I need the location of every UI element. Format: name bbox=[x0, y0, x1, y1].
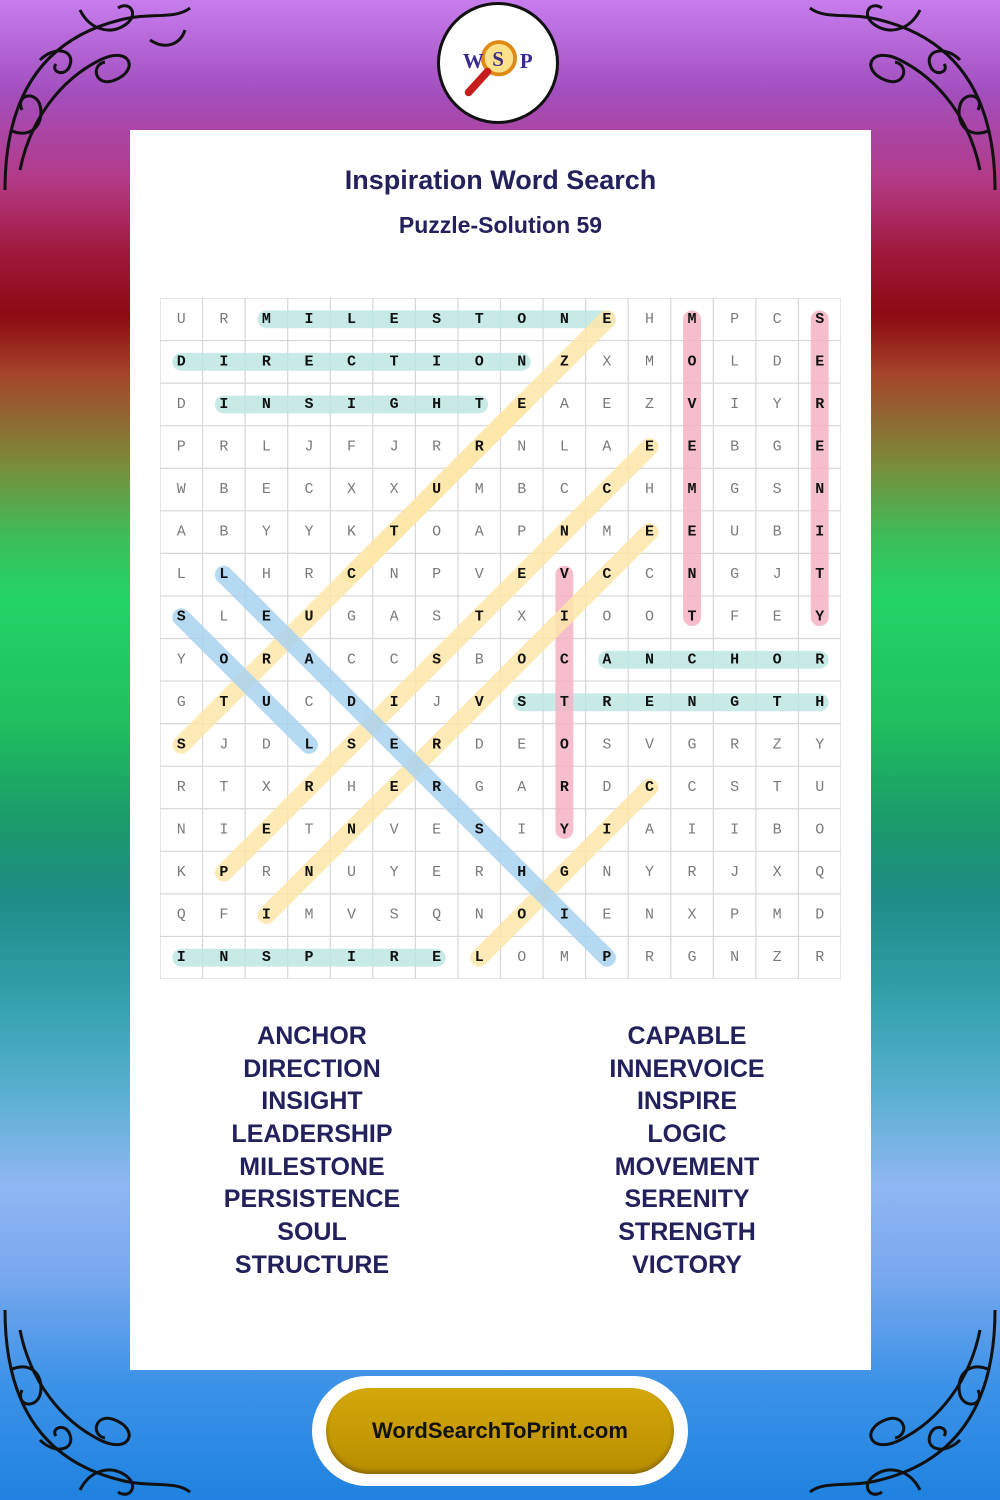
grid-cell-letter[interactable]: R bbox=[261, 651, 271, 669]
grid-cell-letter[interactable]: V bbox=[559, 566, 569, 584]
grid-cell-letter[interactable]: K bbox=[347, 523, 357, 541]
grid-cell-letter[interactable]: R bbox=[644, 949, 654, 967]
grid-cell-letter[interactable]: E bbox=[815, 438, 825, 456]
grid-cell-letter[interactable]: S bbox=[772, 481, 782, 499]
grid-cell-letter[interactable]: A bbox=[389, 608, 399, 626]
grid-cell-letter[interactable]: I bbox=[176, 949, 186, 967]
grid-cell-letter[interactable]: M bbox=[602, 523, 612, 541]
grid-cell-letter[interactable]: N bbox=[219, 949, 229, 967]
grid-cell-letter[interactable]: C bbox=[602, 566, 612, 584]
grid-cell-letter[interactable]: U bbox=[815, 778, 825, 796]
grid-cell-letter[interactable]: V bbox=[474, 693, 484, 711]
grid-cell-letter[interactable]: N bbox=[304, 864, 314, 882]
grid-cell-letter[interactable]: R bbox=[176, 778, 186, 796]
grid-cell-letter[interactable]: C bbox=[304, 481, 314, 499]
grid-cell-letter[interactable]: M bbox=[559, 949, 569, 967]
grid-cell-letter[interactable]: C bbox=[644, 778, 654, 796]
grid-cell-letter[interactable]: A bbox=[517, 778, 527, 796]
grid-cell-letter[interactable]: N bbox=[687, 693, 697, 711]
wsp-logo[interactable] bbox=[437, 2, 559, 124]
grid-cell-letter[interactable]: U bbox=[176, 310, 186, 328]
grid-cell-letter[interactable]: D bbox=[815, 906, 825, 924]
grid-cell-letter[interactable]: H bbox=[261, 566, 271, 584]
grid-cell-letter[interactable]: M bbox=[772, 906, 782, 924]
grid-cell-letter[interactable]: N bbox=[176, 821, 186, 839]
grid-cell-letter[interactable]: S bbox=[176, 736, 186, 754]
grid-cell-letter[interactable]: M bbox=[304, 906, 314, 924]
grid-cell-letter[interactable]: L bbox=[219, 566, 229, 584]
grid-cell-letter[interactable]: I bbox=[261, 906, 271, 924]
word-list-item: LOGIC bbox=[647, 1120, 727, 1149]
grid-cell-letter[interactable]: O bbox=[474, 353, 484, 371]
logo-letter-w: W bbox=[462, 48, 484, 73]
word-list-item: DIRECTION bbox=[243, 1054, 381, 1083]
grid-cell-letter[interactable]: N bbox=[559, 310, 569, 328]
grid-cell-letter[interactable]: F bbox=[219, 906, 229, 924]
grid-cell-letter[interactable]: E bbox=[517, 395, 527, 413]
grid-cell-letter[interactable]: I bbox=[347, 949, 357, 967]
grid-cell-letter[interactable]: G bbox=[687, 949, 697, 967]
grid-cell-letter[interactable]: L bbox=[219, 608, 229, 626]
grid-cell-letter[interactable]: E bbox=[644, 693, 654, 711]
grid-cell-letter[interactable]: R bbox=[432, 778, 442, 796]
grid-cell-letter[interactable]: N bbox=[644, 906, 654, 924]
grid-cell-letter[interactable]: E bbox=[261, 608, 271, 626]
grid-cell-letter[interactable]: Y bbox=[644, 864, 654, 882]
grid-cell-letter[interactable]: R bbox=[304, 778, 314, 796]
grid-cell-letter[interactable]: L bbox=[347, 310, 357, 328]
grid-cell-letter[interactable]: R bbox=[261, 864, 271, 882]
grid-cell-letter[interactable]: T bbox=[772, 693, 782, 711]
grid-cell-letter[interactable]: R bbox=[559, 778, 569, 796]
grid-cell-letter[interactable]: U bbox=[261, 693, 271, 711]
grid-cell-letter[interactable]: G bbox=[687, 736, 697, 754]
grid-cell-letter[interactable]: W bbox=[176, 481, 186, 499]
grid-cell-letter[interactable]: P bbox=[219, 864, 229, 882]
grid-cell-letter[interactable]: C bbox=[304, 693, 314, 711]
grid-cell-letter[interactable]: I bbox=[304, 310, 314, 328]
word-list-item: INSPIRE bbox=[636, 1087, 738, 1116]
word-list-item: STRENGTH bbox=[618, 1218, 756, 1247]
grid-cell-letter[interactable]: C bbox=[559, 651, 569, 669]
grid-cell-letter[interactable]: I bbox=[219, 353, 229, 371]
grid-cell-letter[interactable]: X bbox=[389, 481, 399, 499]
grid-cell-letter[interactable]: Z bbox=[772, 949, 782, 967]
grid-cell-letter[interactable]: V bbox=[644, 736, 654, 754]
grid-cell-letter[interactable]: N bbox=[644, 651, 654, 669]
grid-cell-letter[interactable]: Y bbox=[261, 523, 271, 541]
grid-cell-letter[interactable]: T bbox=[772, 778, 782, 796]
grid-cell-letter[interactable]: R bbox=[730, 736, 740, 754]
grid-cell-letter[interactable]: N bbox=[559, 523, 569, 541]
grid-cell-letter[interactable]: G bbox=[730, 566, 740, 584]
grid-cell-letter[interactable]: A bbox=[602, 651, 612, 669]
grid-cell-letter[interactable]: E bbox=[517, 566, 527, 584]
grid-cell-letter[interactable]: I bbox=[559, 906, 569, 924]
grid-cell-letter[interactable]: C bbox=[347, 353, 357, 371]
grid-cell-letter[interactable]: P bbox=[176, 438, 186, 456]
word-list-item: INNERVOICE bbox=[609, 1054, 765, 1083]
grid-cell-letter[interactable]: T bbox=[474, 608, 484, 626]
grid-cell-letter[interactable]: O bbox=[602, 608, 612, 626]
grid-cell-letter[interactable]: R bbox=[474, 438, 484, 456]
grid-cell-letter[interactable]: G bbox=[347, 608, 357, 626]
grid-cell-letter[interactable]: E bbox=[815, 353, 825, 371]
grid-cell-letter[interactable]: G bbox=[730, 693, 740, 711]
grid-cell-letter[interactable]: T bbox=[219, 693, 229, 711]
grid-cell-letter[interactable]: R bbox=[687, 864, 697, 882]
grid-cell-letter[interactable]: D bbox=[772, 353, 782, 371]
grid-cell-letter[interactable]: Y bbox=[772, 395, 782, 413]
grid-cell-letter[interactable]: R bbox=[602, 693, 612, 711]
grid-cell-letter[interactable]: Y bbox=[815, 736, 825, 754]
grid-cell-letter[interactable]: J bbox=[432, 693, 442, 711]
grid-cell-letter[interactable]: O bbox=[517, 651, 527, 669]
grid-cell-letter[interactable]: I bbox=[347, 395, 357, 413]
grid-cell-letter[interactable]: E bbox=[772, 608, 782, 626]
grid-cell-letter[interactable]: E bbox=[261, 821, 271, 839]
grid-cell-letter[interactable]: R bbox=[432, 736, 442, 754]
grid-cell-letter[interactable]: I bbox=[730, 821, 740, 839]
grid-canvas bbox=[160, 298, 841, 979]
grid-cell-letter[interactable]: G bbox=[772, 438, 782, 456]
grid-cell-letter[interactable]: J bbox=[772, 566, 782, 584]
word-list-right bbox=[567, 1020, 807, 1282]
word-list-item: PERSISTENCE bbox=[223, 1185, 401, 1214]
grid-cell-letter[interactable]: S bbox=[432, 608, 442, 626]
page-title: Inspiration Word Search bbox=[344, 165, 657, 195]
grid-cell-letter[interactable]: E bbox=[687, 523, 697, 541]
word-list-item: MOVEMENT bbox=[614, 1152, 760, 1181]
grid-cell-letter[interactable]: E bbox=[602, 310, 612, 328]
grid-cell-letter[interactable]: N bbox=[389, 566, 399, 584]
grid-cell-letter[interactable]: A bbox=[304, 651, 314, 669]
grid-cell-letter[interactable]: P bbox=[304, 949, 314, 967]
grid-cell-letter[interactable]: U bbox=[432, 481, 442, 499]
grid-cell-letter[interactable]: D bbox=[261, 736, 271, 754]
word-list-item: INSIGHT bbox=[261, 1087, 363, 1116]
grid-cell-letter[interactable]: E bbox=[432, 949, 442, 967]
grid-cell-letter[interactable]: Y bbox=[176, 651, 186, 669]
grid-cell-letter[interactable]: C bbox=[687, 778, 697, 796]
grid-cell-letter[interactable]: S bbox=[347, 736, 357, 754]
grid-cell-letter[interactable]: Y bbox=[815, 608, 825, 626]
grid-cell-letter[interactable]: A bbox=[176, 523, 186, 541]
word-list-item: SOUL bbox=[277, 1218, 347, 1247]
grid-cell-letter[interactable]: R bbox=[219, 438, 229, 456]
grid-cell-letter[interactable]: B bbox=[474, 651, 484, 669]
grid-cell-letter[interactable]: O bbox=[517, 949, 527, 967]
logo-letter-p: P bbox=[519, 48, 533, 73]
grid-cell-letter[interactable]: A bbox=[602, 438, 612, 456]
word-list-item: MILESTONE bbox=[239, 1152, 385, 1181]
grid-cell-letter[interactable]: I bbox=[219, 821, 229, 839]
grid-cell-letter[interactable]: F bbox=[347, 438, 357, 456]
logo-letter-s: S bbox=[492, 46, 504, 71]
word-list-left bbox=[192, 1020, 432, 1282]
grid-cell-letter[interactable]: S bbox=[176, 608, 186, 626]
grid-cell-letter[interactable]: T bbox=[474, 395, 484, 413]
site-link[interactable]: WordSearchToPrint.com bbox=[326, 1388, 674, 1474]
grid-cell-letter[interactable]: T bbox=[815, 566, 825, 584]
grid-cell-letter[interactable]: L bbox=[730, 353, 740, 371]
grid-cell-letter[interactable]: E bbox=[432, 864, 442, 882]
grid-cell-letter[interactable]: N bbox=[815, 481, 825, 499]
grid-cell-letter[interactable]: G bbox=[730, 481, 740, 499]
grid-cell-letter[interactable]: M bbox=[261, 310, 271, 328]
grid-cell-letter[interactable]: L bbox=[474, 949, 484, 967]
grid-cell-letter[interactable]: X bbox=[347, 481, 357, 499]
grid-cell-letter[interactable]: I bbox=[432, 353, 442, 371]
grid-cell-letter[interactable]: B bbox=[730, 438, 740, 456]
grid-cell-letter[interactable]: U bbox=[347, 864, 357, 882]
grid-cell-letter[interactable]: E bbox=[389, 736, 399, 754]
site-banner[interactable] bbox=[312, 1376, 688, 1486]
grid-cell-letter[interactable]: N bbox=[730, 949, 740, 967]
page-subtitle: Puzzle-Solution 59 bbox=[398, 212, 603, 238]
grid-cell-letter[interactable]: C bbox=[772, 310, 782, 328]
grid-cell-letter[interactable]: R bbox=[815, 651, 825, 669]
grid-cell-letter[interactable]: B bbox=[219, 481, 229, 499]
grid-cell-letter[interactable]: H bbox=[517, 864, 527, 882]
grid-cell-letter[interactable]: C bbox=[347, 566, 357, 584]
grid-cell-letter[interactable]: A bbox=[559, 395, 569, 413]
grid-cell-letter[interactable]: C bbox=[687, 651, 697, 669]
grid-cell-letter[interactable]: H bbox=[347, 778, 357, 796]
grid-cell-letter[interactable]: S bbox=[602, 736, 612, 754]
grid-cell-letter[interactable]: O bbox=[219, 651, 229, 669]
grid-cell-letter[interactable]: D bbox=[176, 353, 186, 371]
grid-cell-letter[interactable]: L bbox=[261, 438, 271, 456]
grid-cell-letter[interactable]: P bbox=[730, 310, 740, 328]
grid-cell-letter[interactable]: U bbox=[304, 608, 314, 626]
grid-cell-letter[interactable]: Q bbox=[432, 906, 442, 924]
grid-cell-letter[interactable]: D bbox=[474, 736, 484, 754]
grid-cell-letter[interactable]: L bbox=[559, 438, 569, 456]
word-search-grid bbox=[160, 298, 841, 979]
grid-cell-letter[interactable]: O bbox=[559, 736, 569, 754]
grid-cell-letter[interactable]: Z bbox=[559, 353, 569, 371]
word-list-item: ANCHOR bbox=[257, 1022, 367, 1050]
grid-cell-letter[interactable]: S bbox=[389, 906, 399, 924]
grid-cell-letter[interactable]: S bbox=[517, 693, 527, 711]
grid-cell-letter[interactable]: L bbox=[176, 566, 186, 584]
grid-cell-letter[interactable]: M bbox=[687, 310, 697, 328]
grid-cell-letter[interactable]: I bbox=[602, 821, 612, 839]
grid-cell-letter[interactable]: T bbox=[219, 778, 229, 796]
grid-cell-letter[interactable]: C bbox=[644, 566, 654, 584]
grid-cell-letter[interactable]: E bbox=[644, 523, 654, 541]
grid-cell-letter[interactable]: I bbox=[730, 395, 740, 413]
grid-cell-letter[interactable]: Y bbox=[304, 523, 314, 541]
grid-cell-letter[interactable]: R bbox=[304, 566, 314, 584]
grid-cell-letter[interactable]: A bbox=[644, 821, 654, 839]
grid-cell-letter[interactable]: M bbox=[644, 353, 654, 371]
grid-cell-letter[interactable]: Y bbox=[389, 864, 399, 882]
grid-cell-letter[interactable]: J bbox=[730, 864, 740, 882]
grid-cell-letter[interactable]: S bbox=[815, 310, 825, 328]
grid-cell-letter[interactable]: X bbox=[517, 608, 527, 626]
grid-cell-letter[interactable]: D bbox=[347, 693, 357, 711]
grid-cell-letter[interactable]: O bbox=[815, 821, 825, 839]
grid-cell-letter[interactable]: E bbox=[389, 310, 399, 328]
grid-cell-letter[interactable]: R bbox=[815, 949, 825, 967]
grid-cell-letter[interactable]: E bbox=[517, 736, 527, 754]
grid-cell-letter[interactable]: Y bbox=[559, 821, 569, 839]
grid-cell-letter[interactable]: O bbox=[432, 523, 442, 541]
grid-cell-letter[interactable]: N bbox=[517, 438, 527, 456]
grid-cell-letter[interactable]: T bbox=[687, 608, 697, 626]
grid-cell-letter[interactable]: H bbox=[432, 395, 442, 413]
grid-cell-letter[interactable]: S bbox=[730, 778, 740, 796]
grid-cell-letter[interactable]: I bbox=[389, 693, 399, 711]
grid-cell-letter[interactable]: T bbox=[389, 353, 399, 371]
puzzle-card bbox=[130, 130, 871, 1370]
grid-cell-letter[interactable]: R bbox=[219, 310, 229, 328]
grid-cell-letter[interactable]: E bbox=[389, 778, 399, 796]
grid-cell-letter[interactable]: T bbox=[559, 693, 569, 711]
grid-cell-letter[interactable]: R bbox=[474, 864, 484, 882]
grid-cell-letter[interactable]: C bbox=[347, 651, 357, 669]
grid-cell-letter[interactable]: E bbox=[261, 481, 271, 499]
grid-cell-letter[interactable]: M bbox=[474, 481, 484, 499]
grid-cell-letter[interactable]: P bbox=[730, 906, 740, 924]
grid-cell-letter[interactable]: E bbox=[304, 353, 314, 371]
grid-cell-letter[interactable]: G bbox=[559, 864, 569, 882]
grid-cell-letter[interactable]: M bbox=[687, 481, 697, 499]
grid-cell-letter[interactable]: R bbox=[815, 395, 825, 413]
grid-cell-letter[interactable]: Z bbox=[772, 736, 782, 754]
grid-cell-letter[interactable]: A bbox=[474, 523, 484, 541]
grid-cell-letter[interactable]: O bbox=[687, 353, 697, 371]
grid-cell-letter[interactable]: E bbox=[602, 906, 612, 924]
grid-cell-letter[interactable]: H bbox=[730, 651, 740, 669]
grid-cell-letter[interactable]: P bbox=[432, 566, 442, 584]
grid-cell-letter[interactable]: V bbox=[474, 566, 484, 584]
grid-cell-letter[interactable]: E bbox=[602, 395, 612, 413]
word-list-item: CAPABLE bbox=[627, 1022, 747, 1050]
grid-cell-letter[interactable]: B bbox=[219, 523, 229, 541]
grid-cell-letter[interactable]: B bbox=[772, 821, 782, 839]
grid-cell-letter[interactable]: S bbox=[432, 310, 442, 328]
grid-cell-letter[interactable]: T bbox=[474, 310, 484, 328]
grid-cell-letter[interactable]: S bbox=[432, 651, 442, 669]
grid-cell-letter[interactable]: R bbox=[389, 949, 399, 967]
grid-cell-letter[interactable]: J bbox=[304, 438, 314, 456]
grid-cell-letter[interactable]: H bbox=[815, 693, 825, 711]
grid-cell-letter[interactable]: I bbox=[219, 395, 229, 413]
grid-cell-letter[interactable]: E bbox=[644, 438, 654, 456]
grid-cell-letter[interactable]: T bbox=[389, 523, 399, 541]
grid-cell-letter[interactable]: J bbox=[389, 438, 399, 456]
grid-cell-letter[interactable]: N bbox=[347, 821, 357, 839]
grid-cell-letter[interactable]: N bbox=[261, 395, 271, 413]
grid-cell-letter[interactable]: D bbox=[602, 778, 612, 796]
grid-cell-letter[interactable]: P bbox=[602, 949, 612, 967]
grid-cell-letter[interactable]: J bbox=[219, 736, 229, 754]
word-list-item: SERENITY bbox=[624, 1185, 750, 1214]
grid-cell-letter[interactable]: Q bbox=[815, 864, 825, 882]
grid-cell-letter[interactable]: N bbox=[517, 353, 527, 371]
grid-cell-letter[interactable]: X bbox=[261, 778, 271, 796]
grid-cell-letter[interactable]: S bbox=[304, 395, 314, 413]
grid-cell-letter[interactable]: U bbox=[730, 523, 740, 541]
grid-cell-letter[interactable]: S bbox=[474, 821, 484, 839]
grid-cell-letter[interactable]: N bbox=[474, 906, 484, 924]
grid-cell-letter[interactable]: I bbox=[517, 821, 527, 839]
grid-cell-letter[interactable]: B bbox=[772, 523, 782, 541]
grid-cell-letter[interactable]: V bbox=[389, 821, 399, 839]
grid-cell-letter[interactable]: Q bbox=[176, 906, 186, 924]
grid-cell-letter[interactable]: C bbox=[602, 481, 612, 499]
grid-cell-letter[interactable]: E bbox=[432, 821, 442, 839]
grid-cell-letter[interactable]: K bbox=[176, 864, 186, 882]
grid-cell-letter[interactable]: G bbox=[389, 395, 399, 413]
grid-cell-letter[interactable]: Z bbox=[644, 395, 654, 413]
grid-cell-letter[interactable]: R bbox=[261, 353, 271, 371]
grid-cell-letter[interactable]: T bbox=[304, 821, 314, 839]
grid-cell-letter[interactable]: P bbox=[517, 523, 527, 541]
grid-cell-letter[interactable]: I bbox=[815, 523, 825, 541]
grid-cell-letter[interactable]: S bbox=[261, 949, 271, 967]
grid-cell-letter[interactable]: R bbox=[432, 438, 442, 456]
grid-cell-letter[interactable]: O bbox=[644, 608, 654, 626]
word-list-item: VICTORY bbox=[632, 1250, 742, 1279]
grid-cell-letter[interactable]: L bbox=[304, 736, 314, 754]
grid-cell-letter[interactable]: H bbox=[644, 310, 654, 328]
grid-cell-letter[interactable]: N bbox=[602, 864, 612, 882]
grid-cell-letter[interactable]: V bbox=[347, 906, 357, 924]
grid-cell-letter[interactable]: E bbox=[687, 438, 697, 456]
grid-cell-letter[interactable]: D bbox=[176, 395, 186, 413]
grid-cell-letter[interactable]: C bbox=[389, 651, 399, 669]
grid-cell-letter[interactable]: F bbox=[730, 608, 740, 626]
grid-cell-letter[interactable]: H bbox=[644, 481, 654, 499]
grid-cell-letter[interactable]: O bbox=[517, 310, 527, 328]
grid-cell-letter[interactable]: G bbox=[474, 778, 484, 796]
grid-cell-letter[interactable]: V bbox=[687, 395, 697, 413]
grid-cell-letter[interactable]: B bbox=[517, 481, 527, 499]
grid-cell-letter[interactable]: O bbox=[517, 906, 527, 924]
grid-cell-letter[interactable]: N bbox=[687, 566, 697, 584]
grid-cell-letter[interactable]: X bbox=[687, 906, 697, 924]
word-list-item: STRUCTURE bbox=[234, 1250, 390, 1279]
grid-cell-letter[interactable]: X bbox=[602, 353, 612, 371]
grid-cell-letter[interactable]: C bbox=[559, 481, 569, 499]
grid-cell-letter[interactable]: I bbox=[687, 821, 697, 839]
grid-cell-letter[interactable]: G bbox=[176, 693, 186, 711]
grid-cell-letter[interactable]: O bbox=[772, 651, 782, 669]
grid-cell-letter[interactable]: I bbox=[559, 608, 569, 626]
word-list-item: LEADERSHIP bbox=[231, 1120, 393, 1149]
grid-cell-letter[interactable]: X bbox=[772, 864, 782, 882]
